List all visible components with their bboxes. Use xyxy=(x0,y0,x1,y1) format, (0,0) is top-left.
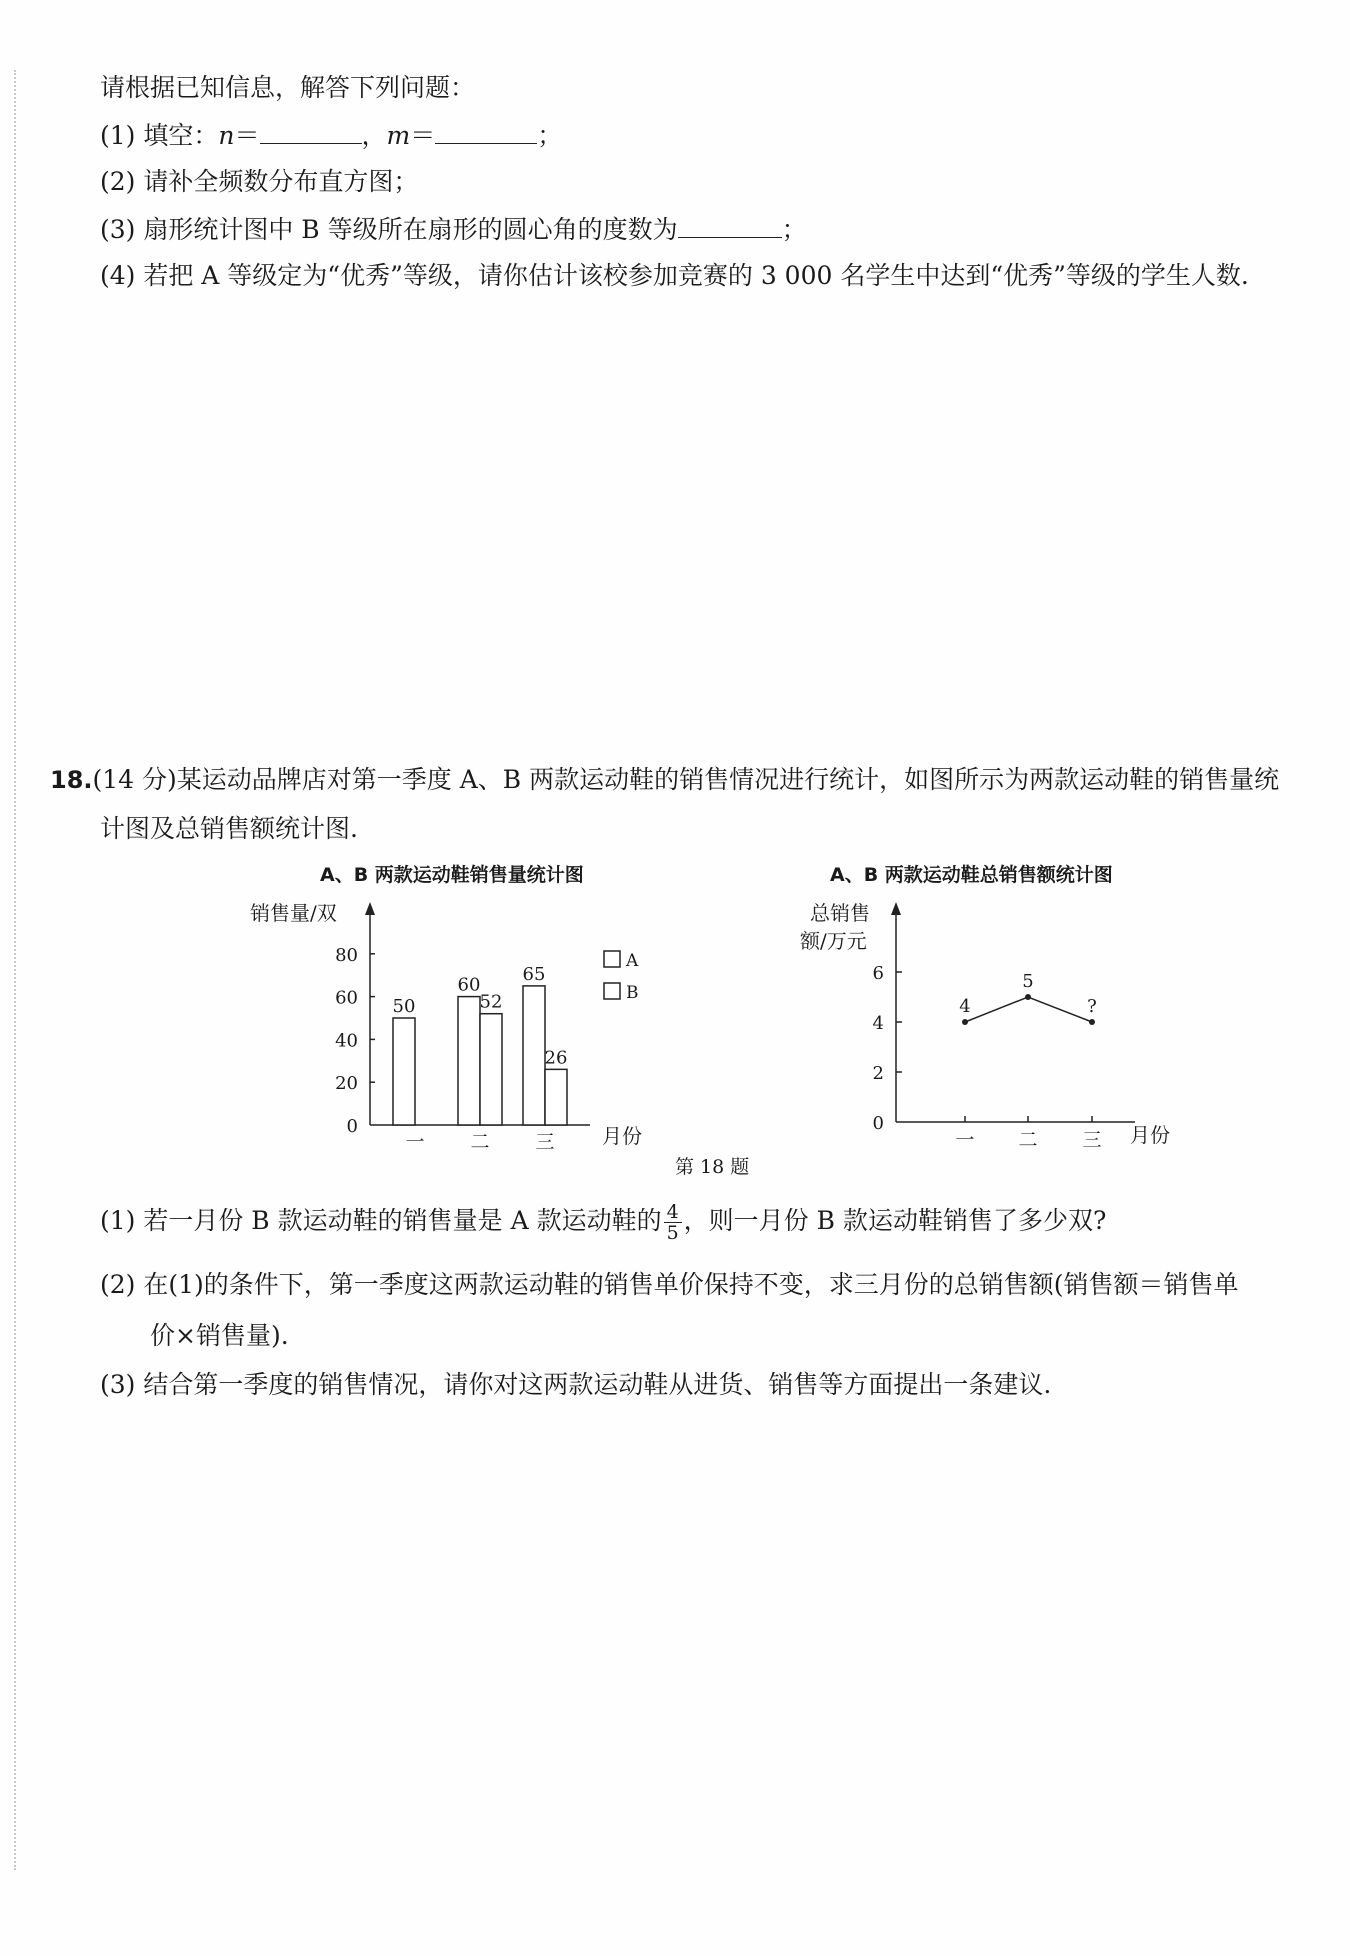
bar-chart-ytick-label: 80 xyxy=(335,944,358,966)
q17-part3-text: (3) 扇形统计图中 B 等级所在扇形的圆心角的度数为 xyxy=(100,215,678,244)
bar-a xyxy=(393,1018,415,1125)
q18-part1 xyxy=(100,1202,1106,1243)
fraction-numerator: 4 xyxy=(664,1202,682,1223)
semicolon: ； xyxy=(537,121,563,150)
question-number: 18. xyxy=(50,766,93,794)
line-chart-title: A、B 两款运动鞋总销售额统计图 xyxy=(830,864,1113,886)
line-chart-ytick-label: 2 xyxy=(872,1063,884,1084)
line-chart-ytick-label: 6 xyxy=(872,963,884,984)
bar-b xyxy=(545,1069,567,1125)
eq-sign: ＝ xyxy=(410,121,436,150)
page-edge-dots xyxy=(14,70,16,1870)
q18-part1-before: (1) 若一月份 B 款运动鞋的销售量是 A 款运动鞋的 xyxy=(100,1206,662,1235)
var-m: m xyxy=(386,121,411,150)
line-chart xyxy=(790,890,1210,1160)
line-chart-y-arrow xyxy=(891,902,901,915)
line-chart-ytick-label: 0 xyxy=(872,1113,884,1134)
figure-caption: 第 18 题 xyxy=(675,1156,750,1178)
line-point-label: 4 xyxy=(959,996,971,1017)
bar-chart-category-label: 三 xyxy=(535,1131,555,1153)
line-point-label: 5 xyxy=(1022,971,1034,992)
q17-part1-prefix: (1) 填空： xyxy=(100,121,219,150)
answer-blank-m[interactable] xyxy=(435,117,537,144)
answer-blank-n[interactable] xyxy=(260,117,362,144)
q18-stem-line1 xyxy=(50,762,1279,798)
line-chart-xlabel: 月份 xyxy=(1130,1123,1170,1147)
fraction xyxy=(664,1202,682,1243)
legend-swatch-b xyxy=(604,983,620,999)
line-chart-category-label: 一 xyxy=(955,1129,975,1151)
line-point-label: ? xyxy=(1087,996,1097,1017)
line-chart-category-label: 三 xyxy=(1082,1129,1102,1151)
bar-chart-category-label: 二 xyxy=(470,1131,490,1153)
bar-chart-title: A、B 两款运动鞋销售量统计图 xyxy=(320,864,584,886)
bar-b xyxy=(480,1014,502,1125)
q17-part3 xyxy=(100,211,807,248)
legend-label-a: A xyxy=(626,951,639,971)
q17-part4: (4) 若把 A 等级定为“优秀”等级，请你估计该校参加竞赛的 3 000 名学生中达到“优秀”等级的学生人数. xyxy=(100,261,1249,290)
sales-line xyxy=(965,997,1092,1022)
var-n: n xyxy=(218,121,235,150)
line-chart-ytick-label: 4 xyxy=(872,1013,884,1034)
q18-stem-text: (14 分)某运动品牌店对第一季度 A、B 两款运动鞋的销售情况进行统计，如图所示为两款运动鞋的销售量统 xyxy=(92,765,1280,794)
q18-stem-line2: 计图及总销售额统计图. xyxy=(100,814,358,843)
bar-data-label: 52 xyxy=(479,991,503,1013)
bar-a xyxy=(458,997,480,1125)
q18-part1-after: ，则一月份 B 款运动鞋销售了多少双? xyxy=(683,1206,1107,1235)
comma: ， xyxy=(361,121,387,150)
bar-data-label: 50 xyxy=(392,996,416,1017)
bar-chart-ytick-label: 20 xyxy=(335,1073,358,1095)
bar-data-label: 65 xyxy=(522,963,546,985)
bar-chart-ytick-label: 0 xyxy=(346,1116,358,1137)
bar-chart-y-arrow xyxy=(365,902,375,915)
bar-chart xyxy=(240,890,660,1160)
line-point xyxy=(1089,1019,1095,1025)
q18-part2-line2: 价×销售量). xyxy=(150,1321,289,1350)
eq-sign: ＝ xyxy=(234,121,260,150)
bar-chart-category-label: 一 xyxy=(405,1131,425,1153)
bar-data-label: 60 xyxy=(457,974,481,996)
line-chart-ylabel-line2: 额/万元 xyxy=(800,929,867,953)
bar-chart-xlabel: 月份 xyxy=(602,1124,642,1148)
legend-swatch-a xyxy=(604,951,620,967)
bar-chart-ylabel: 销售量/双 xyxy=(250,901,337,925)
answer-blank-angle[interactable] xyxy=(678,211,782,238)
bar-data-label: 26 xyxy=(544,1047,568,1069)
q17-part1 xyxy=(100,117,562,154)
legend-label-b: B xyxy=(626,983,639,1003)
q18-part2-line1: (2) 在(1)的条件下，第一季度这两款运动鞋的销售单价保持不变，求三月份的总销售额(销售额＝销售单 xyxy=(100,1270,1239,1299)
line-point xyxy=(962,1019,968,1025)
intro-text: 请根据已知信息，解答下列问题： xyxy=(100,73,476,102)
line-point xyxy=(1025,994,1031,1000)
bar-chart-ytick-label: 60 xyxy=(335,987,358,1009)
fraction-denominator: 5 xyxy=(666,1222,679,1244)
q17-part2: (2) 请补全频数分布直方图； xyxy=(100,167,419,196)
semicolon: ； xyxy=(781,215,807,244)
q18-part3: (3) 结合第一季度的销售情况，请你对这两款运动鞋从进货、销售等方面提出一条建议. xyxy=(100,1370,1052,1399)
line-chart-category-label: 二 xyxy=(1018,1129,1038,1151)
bar-a xyxy=(523,986,545,1125)
line-chart-ylabel-line1: 总销售 xyxy=(810,901,870,925)
bar-chart-ytick-label: 40 xyxy=(335,1030,358,1052)
